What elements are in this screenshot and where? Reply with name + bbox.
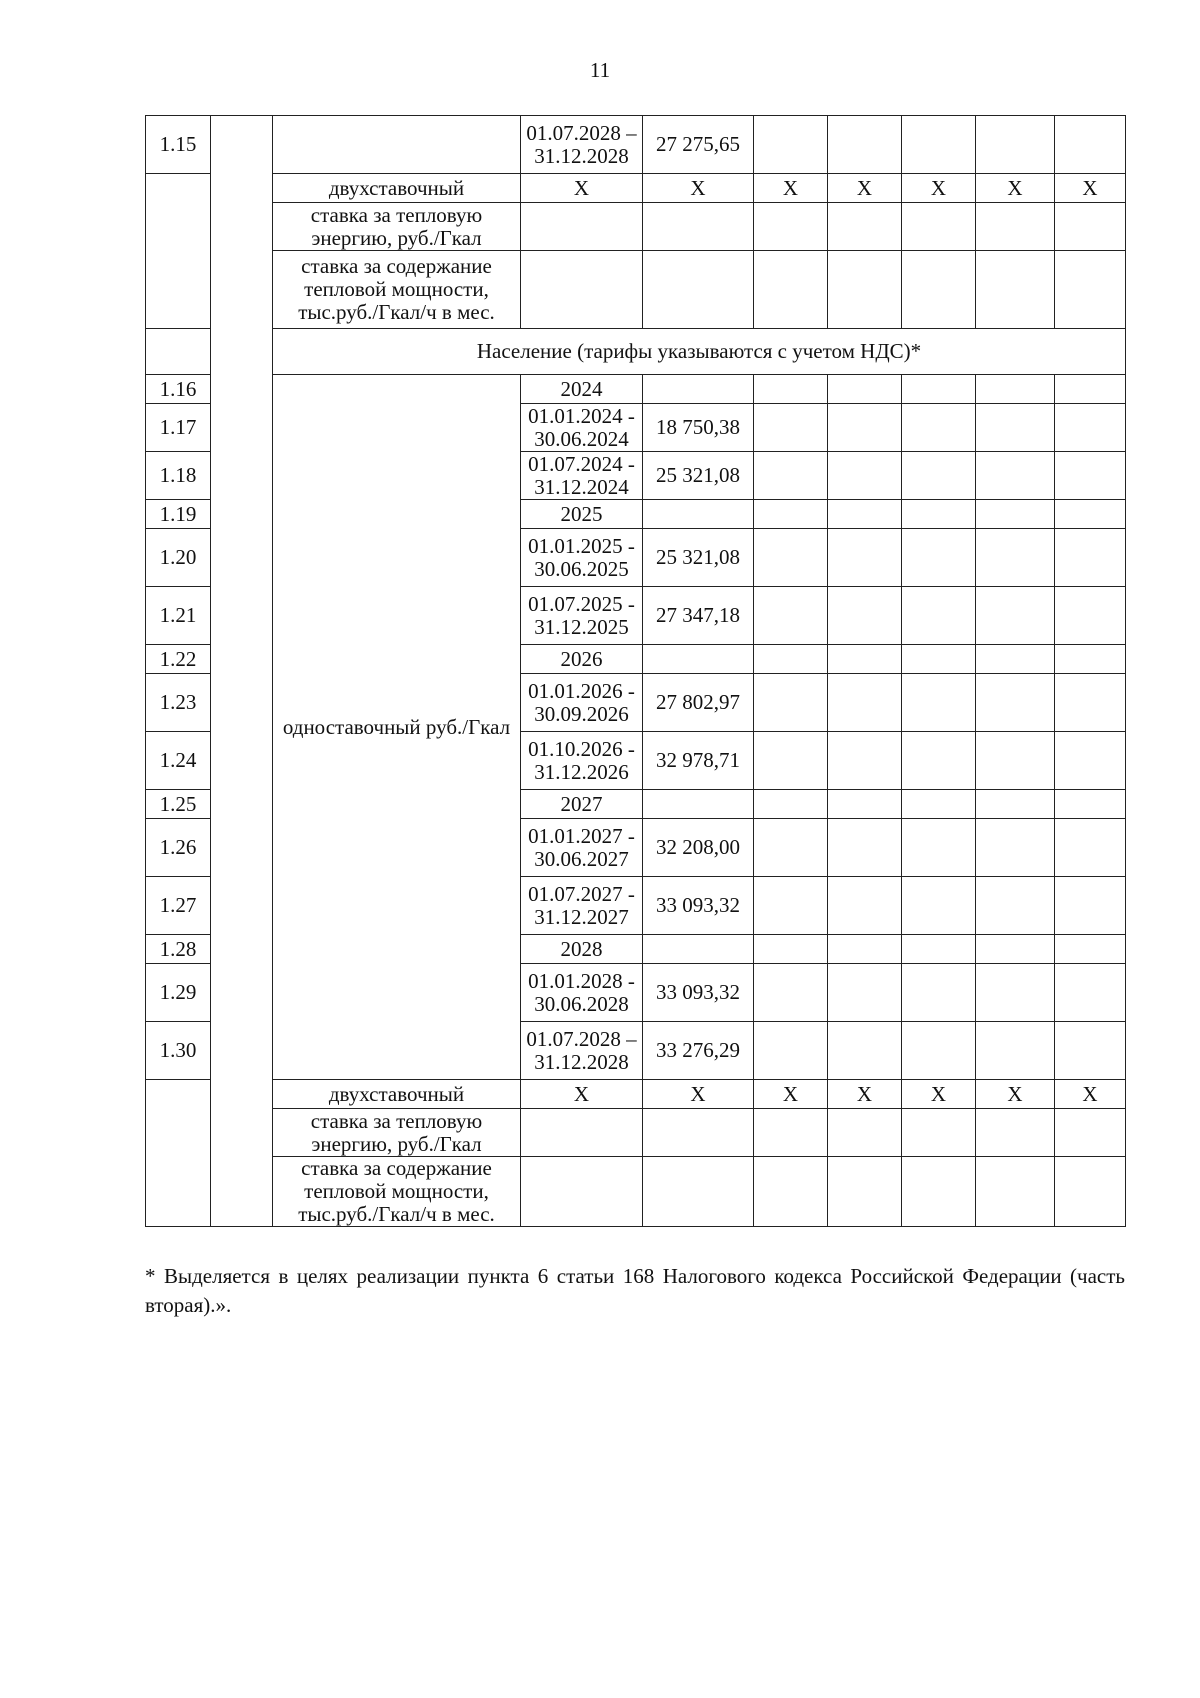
row-number: 1.16 bbox=[146, 375, 211, 404]
row-number: 1.29 bbox=[146, 964, 211, 1022]
period-cell: 01.07.2024 - 31.12.2024 bbox=[521, 452, 643, 500]
row-number: 1.22 bbox=[146, 645, 211, 674]
year-cell: 2026 bbox=[521, 645, 643, 674]
footnote: * Выделяется в целях реализации пункта 6 статьи 168 Налогового кодекса Российской Федерации (часть вторая).». bbox=[145, 1264, 1125, 1317]
row-number: 1.21 bbox=[146, 587, 211, 645]
value-cell: 18 750,38 bbox=[643, 404, 754, 452]
row-number: 1.26 bbox=[146, 819, 211, 877]
row-number: 1.28 bbox=[146, 935, 211, 964]
period-cell: 01.01.2028 - 30.06.2028 bbox=[521, 964, 643, 1022]
row-number bbox=[146, 174, 211, 329]
heat-energy-rate-label: ставка за тепловую энергию, руб./Гкал bbox=[273, 1109, 521, 1157]
row-number: 1.15 bbox=[146, 116, 211, 174]
period-cell: 01.01.2025 - 30.06.2025 bbox=[521, 529, 643, 587]
table-row bbox=[146, 174, 1126, 203]
period-cell: 01.07.2027 - 31.12.2027 bbox=[521, 877, 643, 935]
two-rate-label: двухставочный bbox=[273, 1080, 521, 1109]
table-row bbox=[146, 1080, 1126, 1109]
row-number: 1.19 bbox=[146, 500, 211, 529]
period-cell: 01.10.2026 - 31.12.2026 bbox=[521, 732, 643, 790]
cross-mark: Х bbox=[643, 1080, 754, 1109]
cross-mark: Х bbox=[828, 174, 902, 203]
population-section-header: Население (тарифы указываются с учетом НДС)* bbox=[273, 329, 1126, 375]
table-row bbox=[146, 203, 1126, 251]
empty-column-cell bbox=[211, 116, 273, 1227]
cross-mark: Х bbox=[521, 1080, 643, 1109]
period-cell: 01.01.2024 - 30.06.2024 bbox=[521, 404, 643, 452]
value-cell: 32 978,71 bbox=[643, 732, 754, 790]
value-cell: 27 275,65 bbox=[643, 116, 754, 174]
row-number: 1.18 bbox=[146, 452, 211, 500]
cross-mark: Х bbox=[521, 174, 643, 203]
row-number: 1.20 bbox=[146, 529, 211, 587]
two-rate-label: двухставочный bbox=[273, 174, 521, 203]
table-row bbox=[146, 1109, 1126, 1157]
period-cell: 01.07.2028 – 31.12.2028 bbox=[521, 1022, 643, 1080]
year-cell: 2028 bbox=[521, 935, 643, 964]
cross-mark: Х bbox=[1055, 1080, 1126, 1109]
period-cell: 01.07.2028 – 31.12.2028 bbox=[521, 116, 643, 174]
cross-mark: Х bbox=[1055, 174, 1126, 203]
cross-mark: Х bbox=[976, 1080, 1055, 1109]
year-cell: 2025 bbox=[521, 500, 643, 529]
cross-mark: Х bbox=[976, 174, 1055, 203]
cross-mark: Х bbox=[902, 1080, 976, 1109]
row-number: 1.27 bbox=[146, 877, 211, 935]
capacity-rate-label: ставка за содержание тепловой мощности, тыс.руб./Гкал/ч в мес. bbox=[273, 1157, 521, 1227]
single-rate-label: одноставочный руб./Гкал bbox=[273, 375, 521, 1080]
row-number bbox=[146, 329, 211, 375]
page-number: 11 bbox=[589, 58, 611, 82]
table-row bbox=[146, 116, 1126, 174]
heat-energy-rate-label: ставка за тепловую энергию, руб./Гкал bbox=[273, 203, 521, 251]
cross-mark: Х bbox=[754, 1080, 828, 1109]
year-cell: 2027 bbox=[521, 790, 643, 819]
row-number: 1.17 bbox=[146, 404, 211, 452]
value-cell: 25 321,08 bbox=[643, 529, 754, 587]
value-cell: 33 276,29 bbox=[643, 1022, 754, 1080]
capacity-rate-label: ставка за содержание тепловой мощности, тыс.руб./Гкал/ч в мес. bbox=[273, 251, 521, 329]
value-cell: 27 347,18 bbox=[643, 587, 754, 645]
row-number: 1.24 bbox=[146, 732, 211, 790]
cross-mark: Х bbox=[754, 174, 828, 203]
year-cell: 2024 bbox=[521, 375, 643, 404]
cross-mark: Х bbox=[828, 1080, 902, 1109]
value-cell: 33 093,32 bbox=[643, 877, 754, 935]
table-row bbox=[146, 375, 1126, 404]
value-cell: 25 321,08 bbox=[643, 452, 754, 500]
row-number bbox=[146, 1080, 211, 1227]
value-cell: 32 208,00 bbox=[643, 819, 754, 877]
period-cell: 01.07.2025 - 31.12.2025 bbox=[521, 587, 643, 645]
table-row bbox=[146, 329, 1126, 375]
table-row bbox=[146, 251, 1126, 329]
label-cell bbox=[273, 116, 521, 174]
row-number: 1.25 bbox=[146, 790, 211, 819]
value-cell: 33 093,32 bbox=[643, 964, 754, 1022]
row-number: 1.30 bbox=[146, 1022, 211, 1080]
tariff-table bbox=[145, 115, 1126, 1227]
row-number: 1.23 bbox=[146, 674, 211, 732]
cross-mark: Х bbox=[902, 174, 976, 203]
value-cell: 27 802,97 bbox=[643, 674, 754, 732]
table-row bbox=[146, 1157, 1126, 1227]
cross-mark: Х bbox=[643, 174, 754, 203]
period-cell: 01.01.2027 - 30.06.2027 bbox=[521, 819, 643, 877]
period-cell: 01.01.2026 - 30.09.2026 bbox=[521, 674, 643, 732]
